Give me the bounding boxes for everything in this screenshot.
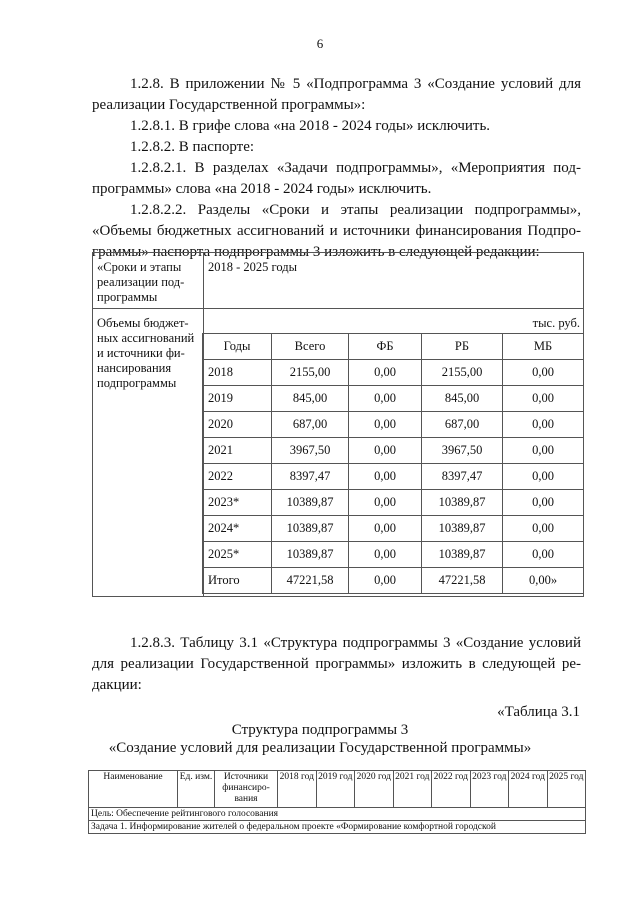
structure-goal-row — [89, 808, 586, 821]
rb-cell: 2155,00 — [422, 360, 503, 386]
funding-table — [202, 333, 584, 594]
year-cell: 2023* — [203, 490, 272, 516]
rb-cell: 8397,47 — [422, 464, 503, 490]
structure-task-row — [89, 821, 586, 834]
funding-row — [203, 464, 584, 490]
col-years: Годы — [203, 334, 272, 360]
rb-cell: 47221,58 — [422, 568, 503, 594]
col-total: Всего — [272, 334, 349, 360]
year-cell: Итого — [203, 568, 272, 594]
struct-col-2022: 2022 год — [432, 771, 471, 808]
structure-title-1: Структура подпрограммы 3 — [231, 722, 409, 738]
rb-cell: 10389,87 — [422, 490, 503, 516]
fb-cell: 0,00 — [349, 542, 422, 568]
year-cell: 2018 — [203, 360, 272, 386]
mb-cell: 0,00 — [503, 464, 584, 490]
total-cell: 10389,87 — [272, 516, 349, 542]
structure-table — [88, 770, 586, 834]
total-cell: 2155,00 — [272, 360, 349, 386]
p1-line-5: 1.2.8.2.1. В разделах «Задачи подпрограммы», «Мероприятия под- — [130, 160, 581, 176]
struct-col-2021: 2021 год — [393, 771, 432, 808]
funding-row — [203, 516, 584, 542]
col-fb: ФБ — [349, 334, 422, 360]
fb-cell: 0,00 — [349, 438, 422, 464]
struct-col-name: Наименование — [89, 771, 178, 808]
struct-col-2025: 2025 год — [547, 771, 586, 808]
passport-funding-label: Объемы бюджет-ных ассигнований и источники фи-нансирования подпрограммы — [93, 309, 204, 597]
p1-line-1: 1.2.8. В приложении № 5 «Подпрограмма 3 «Создание условий для — [130, 76, 581, 92]
rb-cell: 687,00 — [422, 412, 503, 438]
funding-row — [203, 386, 584, 412]
total-cell: 47221,58 — [272, 568, 349, 594]
fb-cell: 0,00 — [349, 516, 422, 542]
struct-col-2019: 2019 год — [316, 771, 355, 808]
funding-header-row — [203, 334, 584, 360]
struct-col-2018: 2018 год — [278, 771, 317, 808]
structure-task: Задача 1. Информирование жителей о федеральном проекте «Формирование комфортной городской — [89, 821, 586, 834]
p1-line-9: граммы» паспорта подпрограммы 3 изложить в следующей редакции: — [92, 244, 540, 260]
funding-row — [203, 438, 584, 464]
col-mb: МБ — [503, 334, 584, 360]
funding-row — [203, 412, 584, 438]
struct-col-source: Источники финансиро-вания — [215, 771, 278, 808]
p1-line-6: программы» слова «на 2018 - 2024 годы» исключить. — [92, 181, 432, 197]
year-cell: 2020 — [203, 412, 272, 438]
p1-line-3: 1.2.8.1. В грифе слова «на 2018 - 2024 годы» исключить. — [130, 118, 491, 134]
p1-line-7: 1.2.8.2.2. Разделы «Сроки и этапы реализации подпрограммы», — [130, 202, 581, 218]
funding-row — [203, 490, 584, 516]
funding-row — [203, 542, 584, 568]
fb-cell: 0,00 — [349, 412, 422, 438]
year-cell: 2025* — [203, 542, 272, 568]
p1-line-2: реализации Государственной программы»: — [92, 97, 366, 113]
structure-header-row — [89, 771, 586, 808]
passport-term-label: «Сроки и этапы реализации под-программы — [93, 253, 204, 309]
p2-line-2: для реализации Государственной программы» изложить в следующей ре- — [92, 656, 581, 672]
funding-row — [203, 360, 584, 386]
funding-row — [203, 568, 584, 594]
total-cell: 10389,87 — [272, 490, 349, 516]
structure-title-2: «Создание условий для реализации Государственной программы» — [108, 740, 532, 756]
total-cell: 845,00 — [272, 386, 349, 412]
struct-col-unit: Ед. изм. — [178, 771, 215, 808]
p2-line-3: дакции: — [92, 677, 142, 693]
mb-cell: 0,00 — [503, 516, 584, 542]
table-reference: «Таблица 3.1 — [497, 704, 580, 720]
fb-cell: 0,00 — [349, 568, 422, 594]
year-cell: 2021 — [203, 438, 272, 464]
mb-cell: 0,00 — [503, 490, 584, 516]
col-rb: РБ — [422, 334, 503, 360]
rb-cell: 10389,87 — [422, 516, 503, 542]
mb-cell: 0,00» — [503, 568, 584, 594]
p1-line-4: 1.2.8.2. В паспорте: — [130, 139, 255, 155]
mb-cell: 0,00 — [503, 386, 584, 412]
year-cell: 2024* — [203, 516, 272, 542]
fb-cell: 0,00 — [349, 386, 422, 412]
structure-goal: Цель: Обеспечение рейтингового голосования — [89, 808, 586, 821]
total-cell: 10389,87 — [272, 542, 349, 568]
fb-cell: 0,00 — [349, 464, 422, 490]
total-cell: 8397,47 — [272, 464, 349, 490]
total-cell: 3967,50 — [272, 438, 349, 464]
year-cell: 2022 — [203, 464, 272, 490]
mb-cell: 0,00 — [503, 542, 584, 568]
struct-col-2024: 2024 год — [509, 771, 548, 808]
fb-cell: 0,00 — [349, 490, 422, 516]
rb-cell: 10389,87 — [422, 542, 503, 568]
total-cell: 687,00 — [272, 412, 349, 438]
page-number: 6 — [316, 36, 324, 51]
p2-line-1: 1.2.8.3. Таблицу 3.1 «Структура подпрограммы 3 «Создание условий — [130, 635, 581, 651]
rb-cell: 845,00 — [422, 386, 503, 412]
p1-line-8: «Объемы бюджетных ассигнований и источники финансирования Подпро- — [92, 223, 581, 239]
fb-cell: 0,00 — [349, 360, 422, 386]
mb-cell: 0,00 — [503, 412, 584, 438]
unit-label: тыс. руб. — [532, 316, 580, 330]
mb-cell: 0,00 — [503, 438, 584, 464]
passport-term-value: 2018 - 2025 годы — [204, 253, 584, 309]
rb-cell: 3967,50 — [422, 438, 503, 464]
year-cell: 2019 — [203, 386, 272, 412]
struct-col-2020: 2020 год — [355, 771, 394, 808]
mb-cell: 0,00 — [503, 360, 584, 386]
struct-col-2023: 2023 год — [470, 771, 509, 808]
